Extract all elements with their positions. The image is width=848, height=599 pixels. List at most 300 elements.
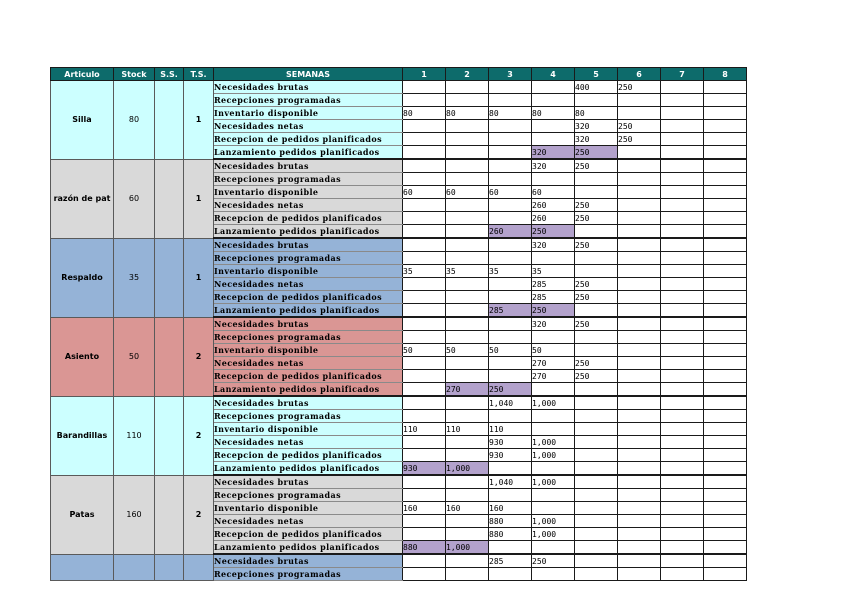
- week-cell[interactable]: 320: [532, 159, 575, 173]
- week-cell[interactable]: [575, 331, 618, 344]
- week-cell[interactable]: 250: [532, 304, 575, 318]
- week-cell[interactable]: [532, 423, 575, 436]
- week-cell[interactable]: [532, 489, 575, 502]
- week-cell[interactable]: [618, 173, 661, 186]
- week-cell[interactable]: [403, 568, 446, 581]
- week-cell[interactable]: 1,040: [489, 396, 532, 410]
- week-cell[interactable]: [403, 410, 446, 423]
- week-cell[interactable]: [704, 383, 747, 397]
- week-cell[interactable]: [403, 238, 446, 252]
- week-cell[interactable]: [532, 462, 575, 476]
- week-cell[interactable]: [403, 331, 446, 344]
- week-cell[interactable]: [446, 252, 489, 265]
- week-cell[interactable]: [489, 81, 532, 94]
- week-cell[interactable]: [618, 541, 661, 555]
- week-cell[interactable]: [618, 344, 661, 357]
- week-cell[interactable]: [403, 383, 446, 397]
- week-cell[interactable]: [618, 449, 661, 462]
- week-cell[interactable]: 285: [532, 291, 575, 304]
- week-cell[interactable]: [661, 528, 704, 541]
- week-cell[interactable]: [446, 146, 489, 160]
- week-cell[interactable]: [618, 238, 661, 252]
- week-cell[interactable]: [403, 449, 446, 462]
- week-cell[interactable]: [446, 238, 489, 252]
- week-cell[interactable]: 60: [489, 186, 532, 199]
- week-cell[interactable]: [575, 252, 618, 265]
- week-cell[interactable]: [618, 502, 661, 515]
- week-cell[interactable]: [661, 199, 704, 212]
- week-cell[interactable]: [661, 541, 704, 555]
- week-cell[interactable]: 1,040: [489, 475, 532, 489]
- week-cell[interactable]: [403, 225, 446, 239]
- week-cell[interactable]: [575, 554, 618, 568]
- week-cell[interactable]: 250: [575, 291, 618, 304]
- week-cell[interactable]: [661, 120, 704, 133]
- week-cell[interactable]: 1,000: [532, 436, 575, 449]
- week-cell[interactable]: [403, 304, 446, 318]
- week-cell[interactable]: 1,000: [446, 462, 489, 476]
- week-cell[interactable]: [489, 94, 532, 107]
- week-cell[interactable]: 160: [446, 502, 489, 515]
- week-cell[interactable]: [446, 568, 489, 581]
- week-cell[interactable]: [403, 528, 446, 541]
- week-cell[interactable]: [446, 278, 489, 291]
- week-cell[interactable]: [618, 515, 661, 528]
- week-cell[interactable]: 35: [532, 265, 575, 278]
- week-cell[interactable]: 250: [489, 383, 532, 397]
- week-cell[interactable]: [704, 159, 747, 173]
- week-cell[interactable]: [575, 475, 618, 489]
- week-cell[interactable]: [704, 252, 747, 265]
- week-cell[interactable]: [575, 173, 618, 186]
- week-cell[interactable]: 320: [532, 146, 575, 160]
- week-cell[interactable]: [489, 317, 532, 331]
- week-cell[interactable]: [661, 383, 704, 397]
- week-cell[interactable]: 930: [489, 436, 532, 449]
- week-cell[interactable]: [489, 370, 532, 383]
- week-cell[interactable]: [704, 212, 747, 225]
- week-cell[interactable]: 160: [403, 502, 446, 515]
- week-cell[interactable]: 880: [489, 515, 532, 528]
- week-cell[interactable]: 50: [489, 344, 532, 357]
- week-cell[interactable]: [661, 173, 704, 186]
- week-cell[interactable]: [446, 410, 489, 423]
- week-cell[interactable]: 35: [403, 265, 446, 278]
- week-cell[interactable]: [618, 396, 661, 410]
- week-cell[interactable]: [446, 396, 489, 410]
- week-cell[interactable]: [575, 94, 618, 107]
- week-cell[interactable]: [575, 528, 618, 541]
- week-cell[interactable]: [618, 423, 661, 436]
- week-cell[interactable]: [446, 515, 489, 528]
- week-cell[interactable]: [661, 489, 704, 502]
- week-cell[interactable]: [618, 199, 661, 212]
- week-cell[interactable]: [618, 159, 661, 173]
- week-cell[interactable]: [575, 462, 618, 476]
- week-cell[interactable]: 250: [575, 357, 618, 370]
- week-cell[interactable]: [446, 528, 489, 541]
- week-cell[interactable]: 250: [575, 278, 618, 291]
- week-cell[interactable]: [403, 252, 446, 265]
- week-cell[interactable]: [575, 265, 618, 278]
- week-cell[interactable]: [661, 225, 704, 239]
- week-cell[interactable]: [403, 159, 446, 173]
- week-cell[interactable]: [661, 81, 704, 94]
- week-cell[interactable]: [618, 462, 661, 476]
- week-cell[interactable]: [618, 212, 661, 225]
- week-cell[interactable]: 60: [532, 186, 575, 199]
- week-cell[interactable]: [704, 462, 747, 476]
- week-cell[interactable]: [403, 133, 446, 146]
- week-cell[interactable]: [704, 186, 747, 199]
- week-cell[interactable]: [489, 462, 532, 476]
- week-cell[interactable]: [704, 502, 747, 515]
- week-cell[interactable]: [704, 278, 747, 291]
- week-cell[interactable]: [446, 449, 489, 462]
- week-cell[interactable]: [704, 541, 747, 555]
- week-cell[interactable]: [618, 265, 661, 278]
- week-cell[interactable]: [661, 370, 704, 383]
- week-cell[interactable]: 250: [575, 317, 618, 331]
- week-cell[interactable]: 930: [403, 462, 446, 476]
- week-cell[interactable]: [489, 133, 532, 146]
- week-cell[interactable]: [704, 475, 747, 489]
- week-cell[interactable]: [661, 278, 704, 291]
- week-cell[interactable]: [532, 568, 575, 581]
- week-cell[interactable]: [618, 528, 661, 541]
- week-cell[interactable]: [704, 568, 747, 581]
- week-cell[interactable]: 50: [532, 344, 575, 357]
- week-cell[interactable]: [446, 120, 489, 133]
- week-cell[interactable]: [618, 225, 661, 239]
- week-cell[interactable]: [661, 94, 704, 107]
- week-cell[interactable]: [704, 423, 747, 436]
- week-cell[interactable]: [704, 238, 747, 252]
- week-cell[interactable]: [661, 515, 704, 528]
- week-cell[interactable]: [489, 357, 532, 370]
- week-cell[interactable]: [704, 81, 747, 94]
- week-cell[interactable]: [661, 252, 704, 265]
- week-cell[interactable]: 270: [532, 370, 575, 383]
- week-cell[interactable]: [575, 186, 618, 199]
- week-cell[interactable]: [618, 146, 661, 160]
- week-cell[interactable]: [575, 436, 618, 449]
- week-cell[interactable]: [446, 370, 489, 383]
- week-cell[interactable]: [618, 475, 661, 489]
- week-cell[interactable]: [704, 304, 747, 318]
- week-cell[interactable]: [661, 423, 704, 436]
- week-cell[interactable]: [532, 331, 575, 344]
- week-cell[interactable]: 1,000: [532, 396, 575, 410]
- week-cell[interactable]: [618, 489, 661, 502]
- week-cell[interactable]: [403, 278, 446, 291]
- week-cell[interactable]: 250: [575, 199, 618, 212]
- week-cell[interactable]: 250: [575, 238, 618, 252]
- week-cell[interactable]: [489, 541, 532, 555]
- week-cell[interactable]: [661, 291, 704, 304]
- week-cell[interactable]: [532, 173, 575, 186]
- week-cell[interactable]: [618, 107, 661, 120]
- week-cell[interactable]: [704, 449, 747, 462]
- week-cell[interactable]: [489, 252, 532, 265]
- week-cell[interactable]: [575, 568, 618, 581]
- week-cell[interactable]: [704, 265, 747, 278]
- week-cell[interactable]: 160: [489, 502, 532, 515]
- week-cell[interactable]: [446, 199, 489, 212]
- week-cell[interactable]: 80: [575, 107, 618, 120]
- week-cell[interactable]: [446, 357, 489, 370]
- week-cell[interactable]: [403, 475, 446, 489]
- week-cell[interactable]: [618, 331, 661, 344]
- week-cell[interactable]: [661, 357, 704, 370]
- week-cell[interactable]: [618, 252, 661, 265]
- week-cell[interactable]: 320: [575, 120, 618, 133]
- week-cell[interactable]: [704, 225, 747, 239]
- week-cell[interactable]: [618, 568, 661, 581]
- week-cell[interactable]: [532, 502, 575, 515]
- week-cell[interactable]: [618, 291, 661, 304]
- week-cell[interactable]: [661, 212, 704, 225]
- week-cell[interactable]: 250: [618, 133, 661, 146]
- week-cell[interactable]: [704, 396, 747, 410]
- week-cell[interactable]: [575, 502, 618, 515]
- week-cell[interactable]: [704, 331, 747, 344]
- week-cell[interactable]: [446, 436, 489, 449]
- week-cell[interactable]: [446, 304, 489, 318]
- week-cell[interactable]: [446, 133, 489, 146]
- week-cell[interactable]: [575, 541, 618, 555]
- week-cell[interactable]: [403, 436, 446, 449]
- week-cell[interactable]: [704, 317, 747, 331]
- week-cell[interactable]: [446, 173, 489, 186]
- week-cell[interactable]: [532, 94, 575, 107]
- week-cell[interactable]: [661, 107, 704, 120]
- week-cell[interactable]: [446, 225, 489, 239]
- week-cell[interactable]: [661, 133, 704, 146]
- week-cell[interactable]: [704, 146, 747, 160]
- week-cell[interactable]: [618, 383, 661, 397]
- week-cell[interactable]: 1,000: [532, 528, 575, 541]
- week-cell[interactable]: 320: [532, 317, 575, 331]
- week-cell[interactable]: [489, 212, 532, 225]
- week-cell[interactable]: [618, 436, 661, 449]
- week-cell[interactable]: [489, 410, 532, 423]
- week-cell[interactable]: [489, 238, 532, 252]
- week-cell[interactable]: [403, 173, 446, 186]
- week-cell[interactable]: 110: [403, 423, 446, 436]
- week-cell[interactable]: [446, 331, 489, 344]
- week-cell[interactable]: [661, 410, 704, 423]
- week-cell[interactable]: [704, 436, 747, 449]
- week-cell[interactable]: 270: [532, 357, 575, 370]
- week-cell[interactable]: [403, 357, 446, 370]
- week-cell[interactable]: 285: [532, 278, 575, 291]
- week-cell[interactable]: [661, 436, 704, 449]
- week-cell[interactable]: [489, 173, 532, 186]
- week-cell[interactable]: [489, 489, 532, 502]
- week-cell[interactable]: 930: [489, 449, 532, 462]
- week-cell[interactable]: 35: [489, 265, 532, 278]
- week-cell[interactable]: [446, 94, 489, 107]
- week-cell[interactable]: 250: [532, 225, 575, 239]
- week-cell[interactable]: [403, 212, 446, 225]
- week-cell[interactable]: [575, 225, 618, 239]
- week-cell[interactable]: [704, 344, 747, 357]
- week-cell[interactable]: [704, 173, 747, 186]
- week-cell[interactable]: [661, 317, 704, 331]
- week-cell[interactable]: 250: [618, 81, 661, 94]
- week-cell[interactable]: [618, 357, 661, 370]
- week-cell[interactable]: [575, 383, 618, 397]
- week-cell[interactable]: 80: [403, 107, 446, 120]
- week-cell[interactable]: [532, 252, 575, 265]
- week-cell[interactable]: [575, 489, 618, 502]
- week-cell[interactable]: [704, 107, 747, 120]
- week-cell[interactable]: [661, 265, 704, 278]
- week-cell[interactable]: [403, 317, 446, 331]
- week-cell[interactable]: [704, 410, 747, 423]
- week-cell[interactable]: [661, 331, 704, 344]
- week-cell[interactable]: [489, 120, 532, 133]
- week-cell[interactable]: [661, 186, 704, 199]
- week-cell[interactable]: [661, 159, 704, 173]
- week-cell[interactable]: [661, 238, 704, 252]
- week-cell[interactable]: 1,000: [532, 475, 575, 489]
- week-cell[interactable]: [618, 317, 661, 331]
- week-cell[interactable]: 250: [575, 146, 618, 160]
- week-cell[interactable]: [704, 528, 747, 541]
- week-cell[interactable]: [661, 344, 704, 357]
- week-cell[interactable]: [446, 212, 489, 225]
- week-cell[interactable]: [532, 133, 575, 146]
- week-cell[interactable]: 50: [403, 344, 446, 357]
- week-cell[interactable]: 285: [489, 554, 532, 568]
- week-cell[interactable]: 250: [575, 212, 618, 225]
- week-cell[interactable]: [661, 475, 704, 489]
- week-cell[interactable]: [403, 146, 446, 160]
- week-cell[interactable]: [704, 94, 747, 107]
- week-cell[interactable]: [489, 331, 532, 344]
- week-cell[interactable]: 250: [575, 159, 618, 173]
- week-cell[interactable]: [446, 81, 489, 94]
- week-cell[interactable]: [618, 278, 661, 291]
- week-cell[interactable]: [403, 370, 446, 383]
- week-cell[interactable]: 250: [532, 554, 575, 568]
- week-cell[interactable]: [532, 541, 575, 555]
- week-cell[interactable]: [661, 146, 704, 160]
- week-cell[interactable]: 60: [403, 186, 446, 199]
- week-cell[interactable]: [661, 396, 704, 410]
- week-cell[interactable]: [661, 462, 704, 476]
- week-cell[interactable]: [489, 291, 532, 304]
- week-cell[interactable]: [403, 515, 446, 528]
- week-cell[interactable]: [618, 186, 661, 199]
- week-cell[interactable]: 50: [446, 344, 489, 357]
- week-cell[interactable]: [618, 370, 661, 383]
- week-cell[interactable]: [446, 159, 489, 173]
- week-cell[interactable]: [489, 199, 532, 212]
- week-cell[interactable]: 260: [532, 199, 575, 212]
- week-cell[interactable]: 110: [489, 423, 532, 436]
- week-cell[interactable]: [532, 81, 575, 94]
- week-cell[interactable]: [661, 568, 704, 581]
- week-cell[interactable]: [575, 304, 618, 318]
- week-cell[interactable]: [704, 357, 747, 370]
- week-cell[interactable]: [661, 304, 704, 318]
- week-cell[interactable]: 320: [532, 238, 575, 252]
- week-cell[interactable]: [532, 120, 575, 133]
- week-cell[interactable]: [704, 291, 747, 304]
- week-cell[interactable]: [446, 489, 489, 502]
- week-cell[interactable]: [489, 146, 532, 160]
- week-cell[interactable]: [446, 291, 489, 304]
- week-cell[interactable]: [403, 291, 446, 304]
- week-cell[interactable]: [403, 396, 446, 410]
- week-cell[interactable]: [618, 410, 661, 423]
- week-cell[interactable]: [661, 554, 704, 568]
- week-cell[interactable]: 1,000: [532, 449, 575, 462]
- week-cell[interactable]: 400: [575, 81, 618, 94]
- week-cell[interactable]: 260: [489, 225, 532, 239]
- week-cell[interactable]: [489, 278, 532, 291]
- week-cell[interactable]: [532, 383, 575, 397]
- week-cell[interactable]: [446, 554, 489, 568]
- week-cell[interactable]: [661, 449, 704, 462]
- week-cell[interactable]: 250: [575, 370, 618, 383]
- week-cell[interactable]: [575, 344, 618, 357]
- week-cell[interactable]: [704, 554, 747, 568]
- week-cell[interactable]: [575, 515, 618, 528]
- week-cell[interactable]: [403, 489, 446, 502]
- week-cell[interactable]: 80: [532, 107, 575, 120]
- week-cell[interactable]: 80: [489, 107, 532, 120]
- week-cell[interactable]: [618, 304, 661, 318]
- week-cell[interactable]: 320: [575, 133, 618, 146]
- week-cell[interactable]: 1,000: [532, 515, 575, 528]
- week-cell[interactable]: [575, 423, 618, 436]
- week-cell[interactable]: [575, 449, 618, 462]
- week-cell[interactable]: [704, 489, 747, 502]
- week-cell[interactable]: 80: [446, 107, 489, 120]
- week-cell[interactable]: 35: [446, 265, 489, 278]
- week-cell[interactable]: [704, 133, 747, 146]
- week-cell[interactable]: [704, 370, 747, 383]
- week-cell[interactable]: 880: [403, 541, 446, 555]
- week-cell[interactable]: [704, 515, 747, 528]
- week-cell[interactable]: 110: [446, 423, 489, 436]
- week-cell[interactable]: [403, 120, 446, 133]
- week-cell[interactable]: 285: [489, 304, 532, 318]
- week-cell[interactable]: 270: [446, 383, 489, 397]
- week-cell[interactable]: [575, 410, 618, 423]
- week-cell[interactable]: [403, 554, 446, 568]
- week-cell[interactable]: [403, 94, 446, 107]
- week-cell[interactable]: [532, 410, 575, 423]
- week-cell[interactable]: [661, 502, 704, 515]
- week-cell[interactable]: [704, 120, 747, 133]
- week-cell[interactable]: [403, 199, 446, 212]
- week-cell[interactable]: [489, 568, 532, 581]
- week-cell[interactable]: 60: [446, 186, 489, 199]
- week-cell[interactable]: [403, 81, 446, 94]
- week-cell[interactable]: [618, 94, 661, 107]
- week-cell[interactable]: [446, 317, 489, 331]
- week-cell[interactable]: 260: [532, 212, 575, 225]
- week-cell[interactable]: 1,000: [446, 541, 489, 555]
- week-cell[interactable]: [618, 554, 661, 568]
- week-cell[interactable]: [704, 199, 747, 212]
- week-cell[interactable]: [489, 159, 532, 173]
